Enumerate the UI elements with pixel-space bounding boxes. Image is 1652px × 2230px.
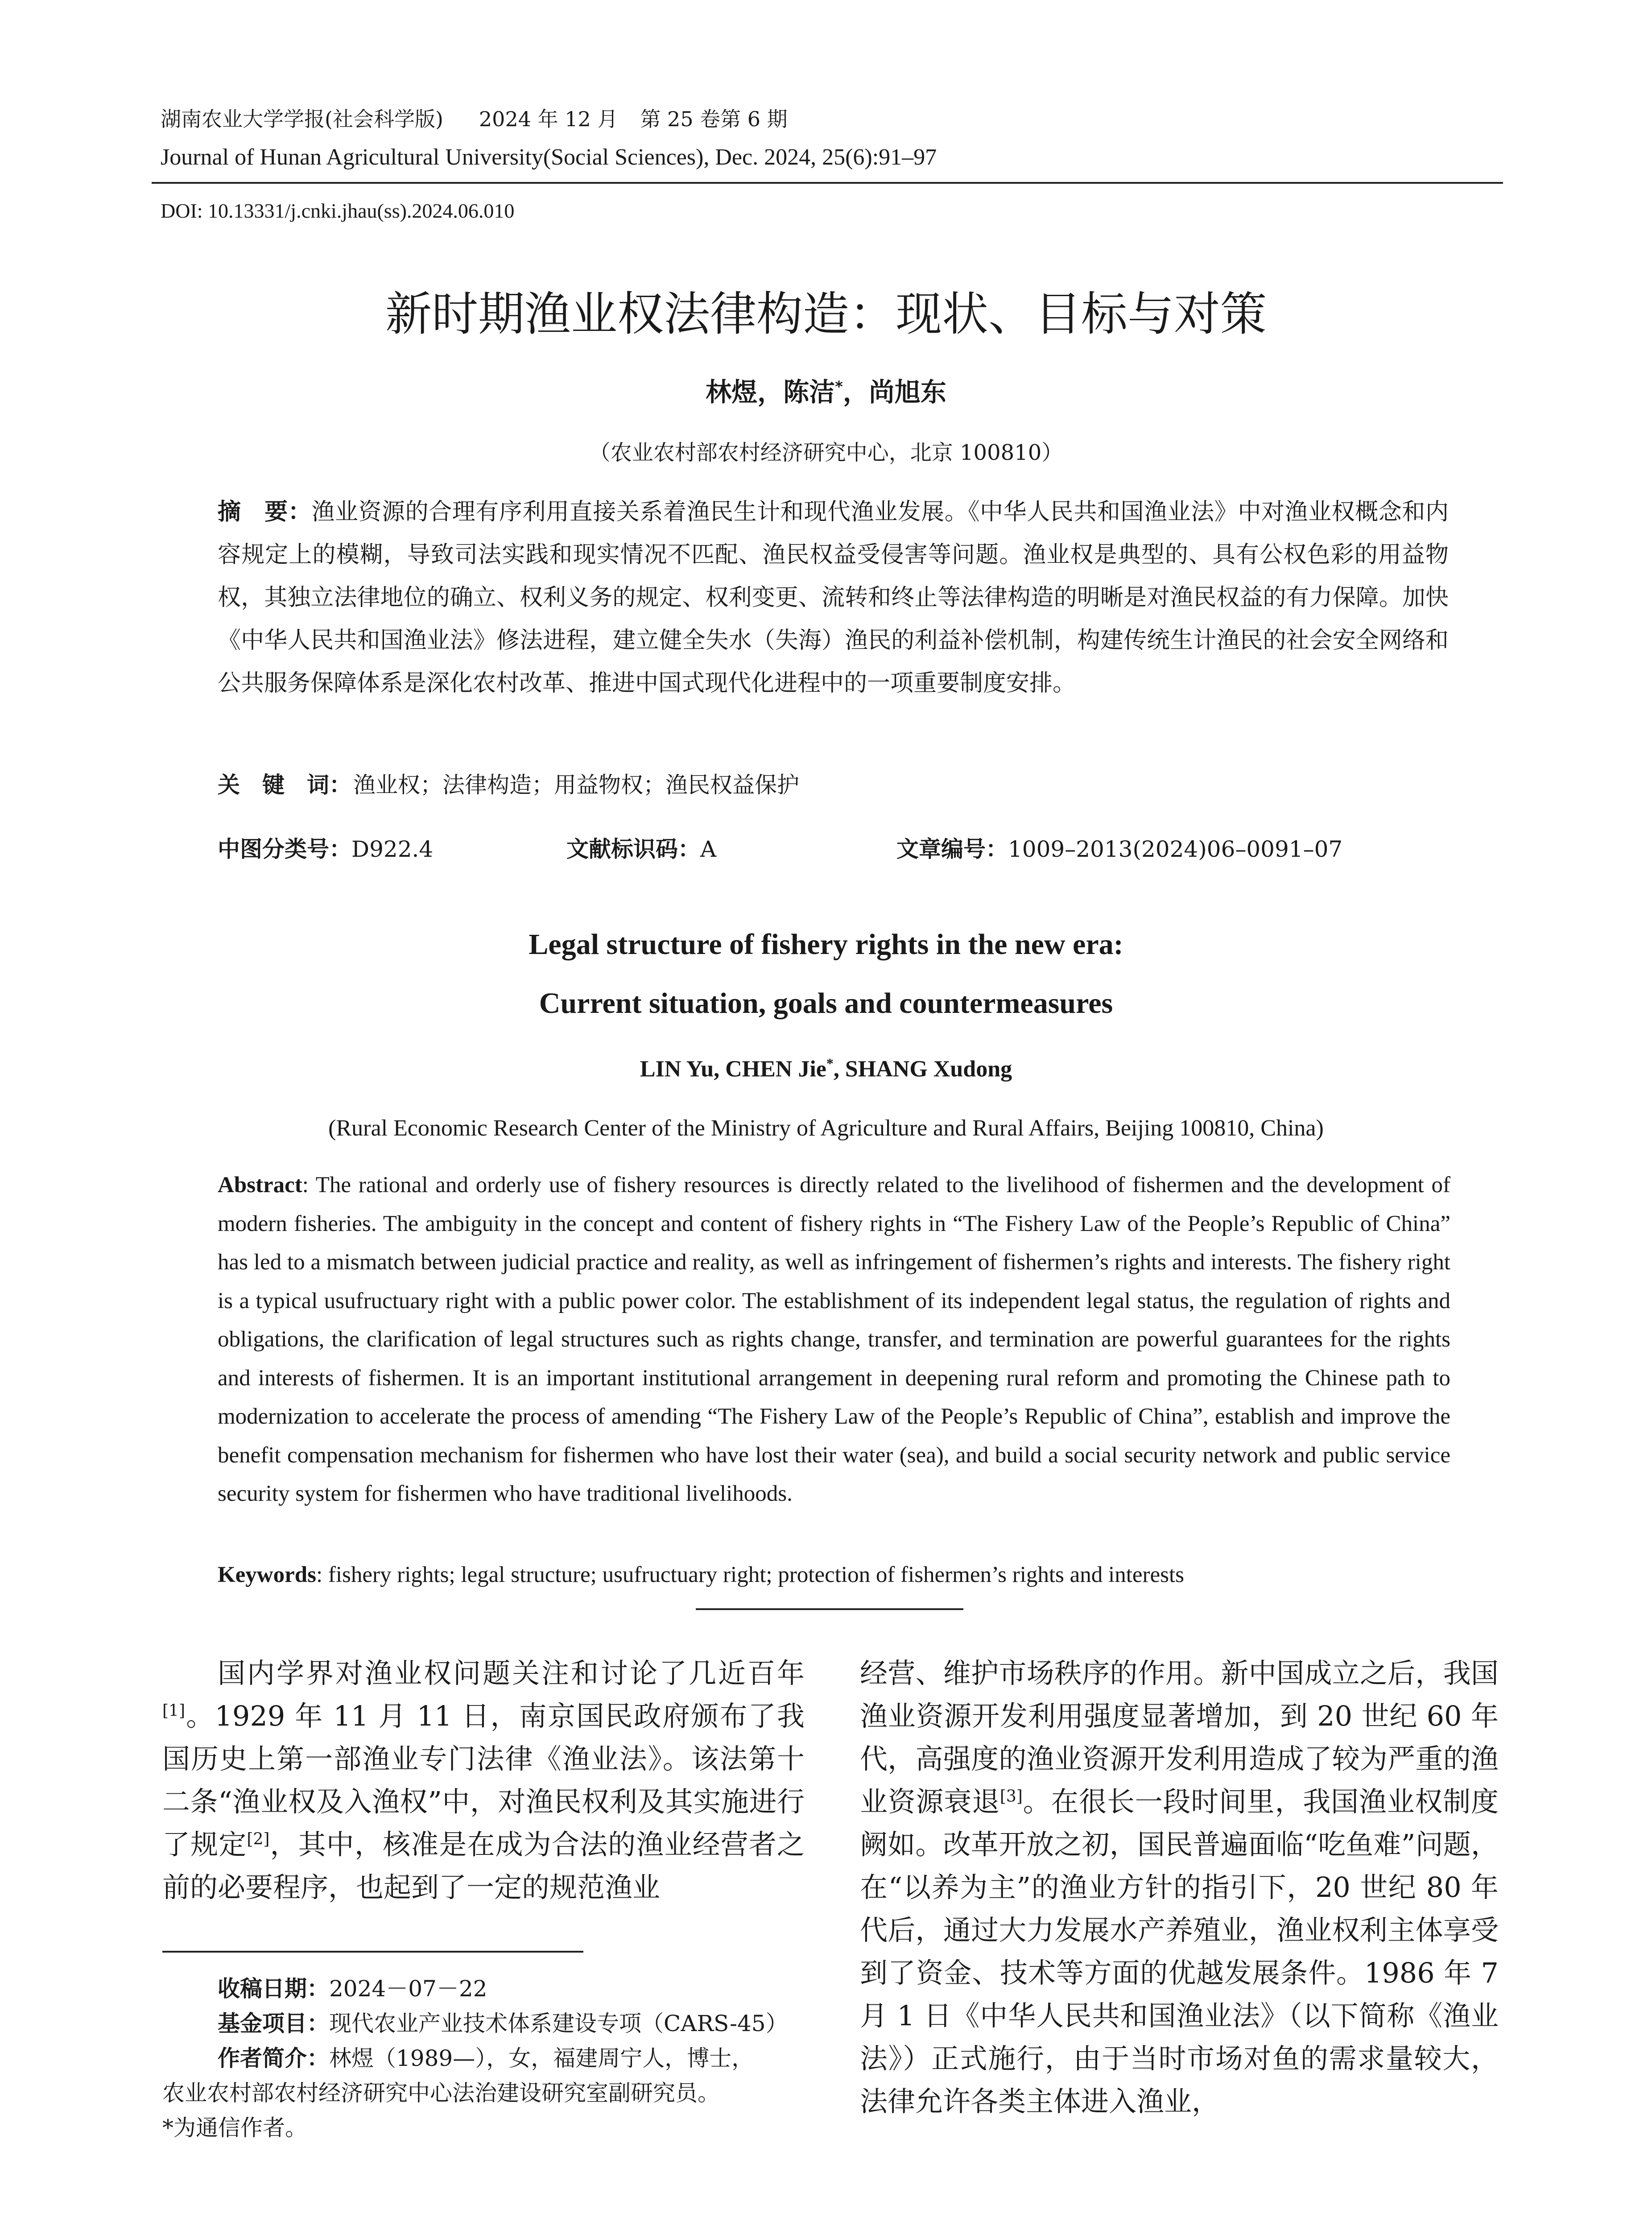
- citation-3[interactable]: [3]: [999, 1787, 1023, 1806]
- title-cn: 新时期渔业权法律构造：现状、目标与对策: [385, 287, 1267, 341]
- keywords-cn: 关 键 词：渔业权；法律构造；用益物权；渔民权益保护: [218, 772, 799, 798]
- article-number: 文章编号：1009–2013(2024)06–0091–07: [896, 836, 1343, 862]
- abstract-cn: [218, 491, 1449, 705]
- keywords-en: Keywords: fishery rights; legal structure; usufructuary right; protection of fishermen’s rights and interests: [218, 1562, 1185, 1587]
- document-code: 文献标识码：A: [566, 836, 717, 862]
- affiliation-cn: （农业农村部农村经济研究中心，北京 100810）: [589, 440, 1063, 465]
- issue-date-cn: 2024 年 12 月: [479, 107, 618, 131]
- volume-cn: 第 25 卷第 6 期: [640, 107, 788, 131]
- abstract-en-label: Abstract: [218, 1173, 302, 1198]
- title-en-line2: Current situation, goals and countermeasures: [539, 987, 1113, 1020]
- affiliation-en: (Rural Economic Research Center of the Ministry of Agriculture and Rural Affairs, Beijing 100810, China): [328, 1115, 1324, 1141]
- citation-2[interactable]: [2]: [247, 1830, 270, 1849]
- footnote-fund: 基金项目：现代农业产业技术体系建设专项（CARS-45）: [218, 2011, 788, 2036]
- journal-header-cn: [161, 107, 788, 132]
- title-en-line1: Legal structure of fishery rights in the new era:: [529, 928, 1123, 961]
- footnote-author-cont: 农业农村部农村经济研究中心法治建设研究室副研究员。: [162, 2080, 720, 2106]
- header-rule: [152, 182, 1503, 184]
- abstract-en: [218, 1166, 1450, 1513]
- abstract-cn-label: 摘 要：: [218, 499, 312, 525]
- footnote-corresponding: *为通信作者。: [162, 2115, 307, 2141]
- footnote-author: 作者简介：林煜（1989—），女，福建周宁人，博士，: [218, 2045, 754, 2071]
- citation-1[interactable]: [1]: [162, 1701, 185, 1720]
- section-separator: [696, 1608, 963, 1610]
- footnote-rule: [162, 1951, 583, 1953]
- footnote-received: 收稿日期：2024－07－22: [218, 1976, 487, 2002]
- journal-header-en: Journal of Hunan Agricultural University(Social Sciences), Dec. 2024, 25(6):91–97: [161, 145, 937, 170]
- authors-en: LIN Yu, CHEN Jie*, SHANG Xudong: [640, 1055, 1012, 1082]
- doi[interactable]: DOI: 10.13331/j.cnki.jhau(ss).2024.06.010: [161, 199, 515, 222]
- body-column-right: 经营、维护市场秩序的作用。新中国成立之后，我国渔业资源开发利用强度显著增加，到 20 世纪 60 年代，高强度的渔业资源开发利用造成了较为严重的渔业资源衰退[3]。在很长一段时间里，我国渔业权制度阙如。改革开放之初，国民普遍面临“吃鱼难”问题，在“以养为主”的渔业方针的指引下，20 世纪 80 年代后，通过大力发展水产养殖业，渔业权利主体享受到了资金、技术等方面的优越发展条件。1986 年 7 月 1 日《中华人民共和国渔业法》（以下简称《渔业法》）正式施行，由于当时市场对鱼的需求量较大，法律允许各类主体进入渔业，: [860, 1657, 1499, 2118]
- authors-cn: 林煜，陈洁*，尚旭东: [706, 377, 946, 407]
- abstract-en-text: : The rational and orderly use of fishery resources is directly related to the livelihood of fishermen and the development of modern fisheries. The ambiguity in the concept and content of fishery rights in “The Fishery Law of the People’s Republic of China” has led to a mismatch between judicial practice and reality, as well as infringement of fishermen’s rights and interests. The fishery right is a typical usufructuary right with a public power color. The establishment of its independent legal status, the regulation of rights and obligations, the clarification of legal structures such as rights change, transfer, and termination are powerful guarantees for the rights and interests of fishermen. It is an important institutional arrangement in deepening rural reform and promoting the Chinese path to modernization to accelerate the process of amending “The Fishery Law of the People’s Republic of China”, establish and improve the benefit compensation mechanism for fishermen who have lost their water (sea), and build a social security network and public service security system for fishermen who have traditional livelihoods.: [218, 1173, 1450, 1506]
- abstract-cn-text: 渔业资源的合理有序利用直接关系着渔民生计和现代渔业发展。《中华人民共和国渔业法》中对渔业权概念和内容规定上的模糊，导致司法实践和现实情况不匹配、渔民权益受侵害等问题。渔业权是典型的、具有公权色彩的用益物权，其独立法律地位的确立、权利义务的规定、权利变更、流转和终止等法律构造的明晰是对渔民权益的有力保障。加快《中华人民共和国渔业法》修法进程，建立健全失水（失海）渔民的利益补偿机制，构建传统生计渔民的社会安全网络和公共服务保障体系是深化农村改革、推进中国式现代化进程中的一项重要制度安排。: [218, 499, 1449, 697]
- journal-name-cn: 湖南农业大学学报(社会科学版): [161, 107, 443, 131]
- body-column-left: 国内学界对渔业权问题关注和讨论了几近百年[1]。1929 年 11 月 11 日，南京国民政府颁布了我国历史上第一部渔业专门法律《渔业法》。该法第十二条“渔业权及入渔权”中，对渔民权利及其实施进行了规定[2]，其中，核准是在成为合法的渔业经营者之前的必要程序，也起到了一定的规范渔业: [162, 1657, 805, 1904]
- clc-number: 中图分类号：D922.4: [218, 836, 434, 862]
